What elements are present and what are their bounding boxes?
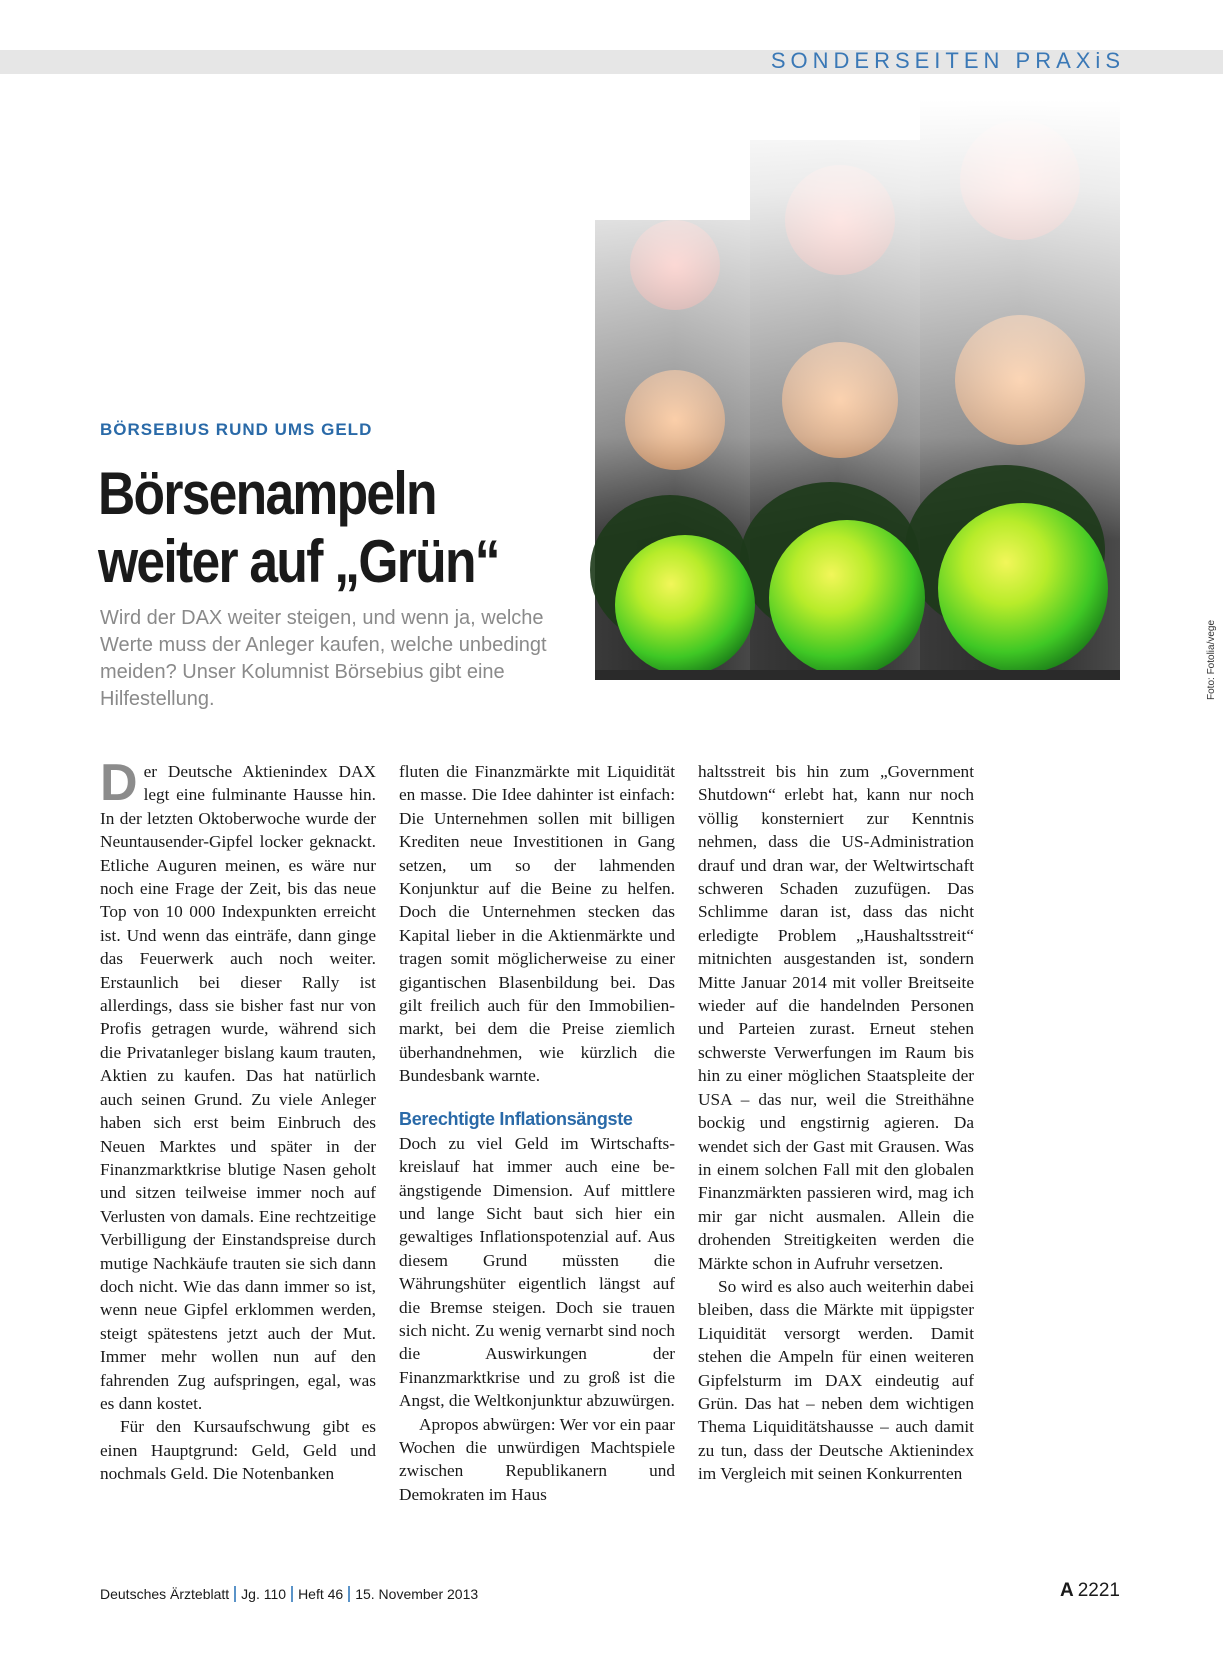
journal-name: Deutsches Ärzteblatt	[100, 1586, 230, 1602]
paragraph: fluten die Finanzmärkte mit Liquidität en masse. Die Idee dahinter ist einfach: Die Unternehmen sollen mit billigen Krediten neue Investitionen in Gang setzen, um so der lahmenden Konjunktur auf die Beine zu helfen. Doch die Unternehmen stecken das Kapital lieber in die Aktienmärkte und tragen somit möglicherweise zu einer gigantischen Blasenbildung bei. Das gilt freilich auch für den Immobilienmarkt, bei dem die Preise ziemlich überhandnehmen, wie kürzlich die Bundesbank warnte.	[399, 762, 675, 1086]
page-footer	[100, 1586, 478, 1602]
title-line-1: Börsenampeln	[98, 460, 436, 527]
paragraph: Doch zu viel Geld im Wirtschaftskreislauf hat immer auch eine beängstigende Dimension. Auf mittlere und lange Sicht baut sich hier ein gewaltiges Inflationspotenzial auf. Aus diesem Grund müssten die Währungshüter eigentlich längst auf die Bremse steigen. Doch sie trauen sich nicht. Zu wenig vernarbt sind noch die Auswirkungen der Finanzmarktkrise und zu groß ist die Angst, die Weltkonjunktur abzuwürgen.	[399, 1133, 675, 1411]
article-kicker: BÖRSEBIUS RUND UMS GELD	[100, 420, 373, 439]
issue: Heft 46	[298, 1586, 344, 1602]
title-line-2: weiter auf „Grün“	[98, 528, 499, 595]
photo-credit: Foto: Fotolia/vege	[1206, 619, 1217, 700]
paragraph: Der Deutsche Aktienindex DAX legt eine fulminante Hausse hin. In der letzten Oktoberwoche wurde der Neuntausender-Gipfel locker geknackt. Etliche Auguren meinen, es wäre nur noch eine Frage der Zeit, bis das neue Top von 10 000 Indexpunkten erreicht ist. Und wenn das einträfe, dann ginge das Feuerwerk auch noch weiter. Erstaunlich bei dieser Rally ist allerdings, dass sie bisher fast nur von Profis getragen wurde, während sich die Privatanleger bislang kaum trauten, Aktien zu kaufen. Das hat natürlich auch seinen Grund. Zu viele Anleger haben sich erst beim Einbruch des Neuen Marktes und später in der Finanzmarktkrise blutige Nasen geholt und sitzen teilweise immer noch auf Verlusten von damals. Eine rechtzeitige Verbilligung der Einstandspreise durch mutige Nachkäufe trauten sie sich dann doch nicht. Wie das dann immer so ist, wenn neue Gipfel erklommen werden, steigt spätestens jetzt auch der Mut. Immer mehr wollen nun auf den fahrenden Zug aufspringen, egal, was es dann kostet.	[100, 754, 376, 1413]
paragraph: So wird es also auch weiterhin dabei bleiben, dass die Märkte mit üppigster Liquidität versorgt werden. Damit stehen die Ampeln für einen weiteren Gipfelsturm im DAX eindeutig auf Grün. Das hat – neben dem wichtigen Thema Liquiditätshausse – auch damit zu tun, dass der Deutsche Aktienindex im Vergleich mit seinen Konkurrenten	[698, 1276, 974, 1484]
article-column-3	[698, 760, 974, 1486]
page-number: A 2221	[1059, 1580, 1120, 1601]
article-lead: Wird der DAX weiter steigen, und wenn ja, welche Werte muss der Anleger kaufen, welche unbedingt meiden? Unser Kolumnist Börsebius gibt eine Hilfestellung.	[100, 607, 547, 710]
green-light-icon	[615, 535, 755, 675]
article-column-2	[399, 760, 675, 1506]
issue-date: 15. November 2013	[355, 1586, 479, 1602]
article-column-1	[100, 754, 376, 1486]
drop-cap: D	[100, 754, 138, 812]
paragraph: Apropos abwürgen: Wer vor ein paar Wochen die unwürdigen Machtspiele zwischen Republikanern und Demokraten im Haus	[399, 1414, 675, 1504]
article-title	[98, 460, 502, 596]
section-label: SONDERSEITEN PRAXiS	[770, 48, 1125, 73]
paragraph: haltsstreit bis hin zum „Government Shutdown“ erlebt hat, kann nur noch völlig konsterniert zur Kenntnis nehmen, dass die US-Administration drauf und dran war, der Weltwirtschaft schweren Schaden zuzufügen. Das Schlimme daran ist, dass das nicht erledigte Problem „Haushaltsstreit“ mitnichten ausgestanden ist, sondern Mitte Januar 2014 mit voller Breitseite wieder auf die handelnden Personen und Parteien zurast. Erneut stehen schwerste Verwerfungen im Raum bis hin zu einer möglichen Staatspleite der USA – das nur, weil die Streithähne bockig und engstirnig agieren. Da wendet sich der Gast mit Grausen. Was in einem solchen Fall mit den globalen Finanzmärkten passieren wird, mag ich mir gar nicht ausmalen. Allein die drohenden Streitigkeiten werden die Märkte schon in Aufruhr versetzen.	[698, 762, 974, 1273]
section-subheading: Berechtigte Inflationsängste	[399, 1108, 633, 1129]
green-light-icon	[769, 520, 925, 676]
volume: Jg. 110	[241, 1586, 287, 1602]
paragraph: Für den Kursaufschwung gibt es einen Hauptgrund: Geld, Geld und nochmals Geld. Die Notenbanken	[100, 1417, 376, 1484]
green-light-icon	[938, 503, 1108, 673]
traffic-lights-illustration	[555, 100, 1205, 712]
